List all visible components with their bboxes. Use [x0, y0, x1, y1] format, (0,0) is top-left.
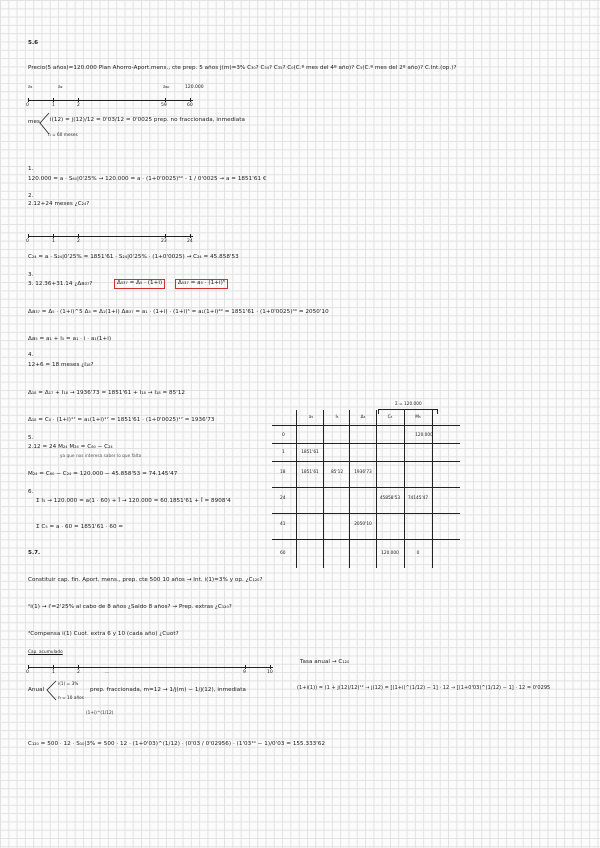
- step5-equation: M₂₄ = C₆₀ − C₂₄ = 120.000 − 45.858'53 = 74.145'47: [28, 471, 178, 477]
- rate-periods: n = 60 meses: [48, 132, 78, 137]
- step5-note: ya que nos interesa saber lo que falta: [60, 453, 142, 458]
- step2-equation: C₂₄ = a · S₂₄|0'25% = 1851'61 · S₂₄|0'25% · (1+0'0025) → C₂₄ = 45.858'53: [28, 254, 239, 260]
- timeline-1-tick-59: 59: [161, 103, 167, 108]
- table-cell: 1851'61: [301, 450, 319, 455]
- table-row-period: 18: [280, 470, 286, 475]
- table-cell: 45858'53: [379, 496, 401, 501]
- problem1-heading: 5.6: [28, 40, 39, 46]
- table-row-period: 60: [280, 551, 286, 556]
- timeline-3-tick-9: 9: [243, 670, 246, 675]
- timeline-1-tick-0: 0: [26, 103, 29, 108]
- problem2-prep-text: prep. fraccionada, m=12 → 1/j(m) − 1/j(12), inmediata: [90, 687, 246, 693]
- timeline-2-tick-0: 0: [26, 239, 29, 244]
- timeline-1-tick-2: 2: [77, 103, 80, 108]
- problem2-question-2: ²i(1) → i'=2'25% al cabo de 8 años ¿Saldo 8 años? → Prep. extras ¿C₁₂₀?: [28, 604, 232, 610]
- step6-equation-1: Σ I₅ → 120.000 = a(1 · 60) + Ī → 120.000 = 60.1851'61 + Ī = 8908'4: [36, 498, 231, 504]
- timeline-1-label-a1: a₁: [28, 85, 33, 90]
- table-row-period: 1: [282, 450, 285, 455]
- rate-label-mes: mes: [28, 119, 40, 125]
- timeline-3-tick-10: 10: [267, 670, 273, 675]
- step3-number: 3.: [28, 272, 34, 278]
- table-cell: 0: [416, 551, 420, 556]
- step3-question: 3. 12.36+31.14 ¿Δa₃₇?: [28, 281, 93, 287]
- timeline-2-tick-1: 1: [52, 239, 55, 244]
- problem2-formula-right: (1+i(1)) = (1 + j(12)/12)¹² → j(12) = [(1+i)^(1/12) − 1] · 12 → [(1+0'03)^(1/12) − 1] · 12 = 0'0295: [297, 685, 551, 691]
- anual-brace: [45, 680, 57, 702]
- table-cell: 120.000: [381, 551, 399, 556]
- step4-equation-1: Δ₁₈ = Δ₁₇ + I₁₈ → 1936'73 = 1851'61 + I₁₈ → I₁₈ = 85'12: [28, 390, 186, 396]
- timeline-1-tick-60: 60: [187, 103, 193, 108]
- step3-equation-1: Δa₃₇ = Δ₅ · (1+i)^5 Δ₅ = Δ₁(1+i) Δa₃₇ = a₁ · (1+i) · (1+i)⁵ = a₁(1+i)⁴⁰ = 1851'61 · (1+0'0025)⁴⁰ = 2050'10: [28, 309, 329, 315]
- step2-number: 2.: [28, 193, 34, 199]
- step6-equation-2: Σ C₅ = a · 60 = 1851'61 · 60 =: [36, 524, 124, 530]
- step4-number: 4.: [28, 352, 34, 358]
- table-cell: 1936'73: [354, 470, 372, 475]
- table-cell: 120.000: [415, 433, 433, 438]
- step3-boxed-formula-1: Δ₅₃₇ = Δ₅ · (1+i): [114, 279, 165, 289]
- step4-question: 12+6 = 18 meses ¿I₁₈?: [28, 362, 94, 368]
- table-cell: 85'12: [330, 470, 344, 475]
- rate-equation: i(12) = j(12)/12 = 0'03/12 = 0'0025 prep. no fraccionada, inmediata: [50, 117, 245, 123]
- anual-years: n = 10 años: [58, 695, 84, 700]
- timeline-3-tick-0: 0: [26, 670, 29, 675]
- problem2-heading: 5.7.: [28, 550, 41, 556]
- step1-number: 1.: [28, 166, 34, 172]
- step5-number: 5.: [28, 435, 34, 441]
- timeline-3-tick-1: 1: [52, 670, 55, 675]
- table-header-remaining: M₅: [415, 415, 421, 420]
- step5-question: 2.12 = 24 M₂₄ M₂₄ = C₆₀ − C₂₄: [28, 444, 113, 450]
- table-total-label: Σ = 120.000: [395, 401, 422, 406]
- step4-equation-2: Δ₁₈ = C₀ · (1+i)¹⁷ = a₁(1+i)¹⁷ = 1851'61 · (1+0'0025)¹⁷ = 1936'73: [28, 417, 215, 423]
- step3-equation-2: Δa₅ = a₁ + I₅ = a₁ · i · a₁(1+i): [28, 336, 112, 342]
- problem2-small-label: Cap. acumulado: [28, 649, 63, 654]
- timeline-3-ellipsis: ...: [105, 670, 110, 675]
- timeline-1-label-total: 120.000: [185, 85, 204, 90]
- step6-number: 6.: [28, 489, 34, 495]
- table-row-period: 24: [280, 496, 286, 501]
- step3-boxed-formula-2: Δ₅₃₇ = a₅ · (1+i)⁵: [175, 279, 228, 289]
- anual-root: (1+i)^(1/12): [86, 710, 114, 715]
- problem2-final-equation: C₁₂₀ = 500 · 12 · S₁₀|3% = 500 · 12 · (1+0'03)^(1/12) · (0'03 / 0'02956) · (1'03¹⁰ − 1)/0'03 = 155.333'62: [28, 741, 326, 747]
- problem2-question-3: ³Compensa i(1) Cuot. extra 6 y 10 (cada año) ¿Cuot?: [28, 631, 179, 637]
- timeline-2-tick-24: 24: [187, 239, 193, 244]
- anual-label: Anual: [28, 687, 45, 693]
- step1-equation: 120.000 = a · S₆₀|0'25% → 120.000 = a · (1+0'0025)⁶⁰ - 1 / 0'0025 → a = 1851'61 €: [28, 176, 267, 182]
- timeline-2-tick-23: 23: [161, 239, 167, 244]
- timeline-1-label-a2: a₂: [58, 85, 63, 90]
- anual-rate: i(1) = 3%: [58, 681, 79, 686]
- table-header-capital: C₅: [387, 415, 393, 420]
- problem2-statement: Constituir cap. fin. Aport. mens., prep. cte 500 10 años → Int. i(1)=3% y op. ¿C₁₂₀?: [28, 577, 263, 583]
- table-cell: 2050'10: [354, 522, 372, 527]
- problem2-tasa-label: Tasa anual → C₁₂₀: [300, 659, 350, 665]
- table-header-interest: I₅: [335, 415, 339, 420]
- timeline-1-tick-1: 1: [52, 103, 55, 108]
- table-header-a: a₅: [308, 415, 314, 420]
- table-header-delta: Δ₅: [360, 415, 366, 420]
- problem1-statement: Precio(5 años)=120.000 Plan Ahorro-Aport.mens., cte prep. 5 años j(m)=3% C₃₀? C₅₄? C₃₅? C₀(C.º mes del 4º año)? C₅(C.º mes del 2º año)? C.Int.(op.)?: [28, 65, 457, 71]
- table-row-period: 0: [282, 433, 285, 438]
- table-cell: 74145'47: [407, 496, 429, 501]
- table-cell: 1851'61: [301, 470, 319, 475]
- timeline-2-tick-2: 2: [77, 239, 80, 244]
- table-row-period: 41: [280, 522, 286, 527]
- step2-question: 2.12+24 meses ¿C₂₄?: [28, 201, 90, 207]
- timeline-3-tick-2: 2: [77, 670, 80, 675]
- timeline-1-label-a60: a₆₀: [163, 85, 170, 90]
